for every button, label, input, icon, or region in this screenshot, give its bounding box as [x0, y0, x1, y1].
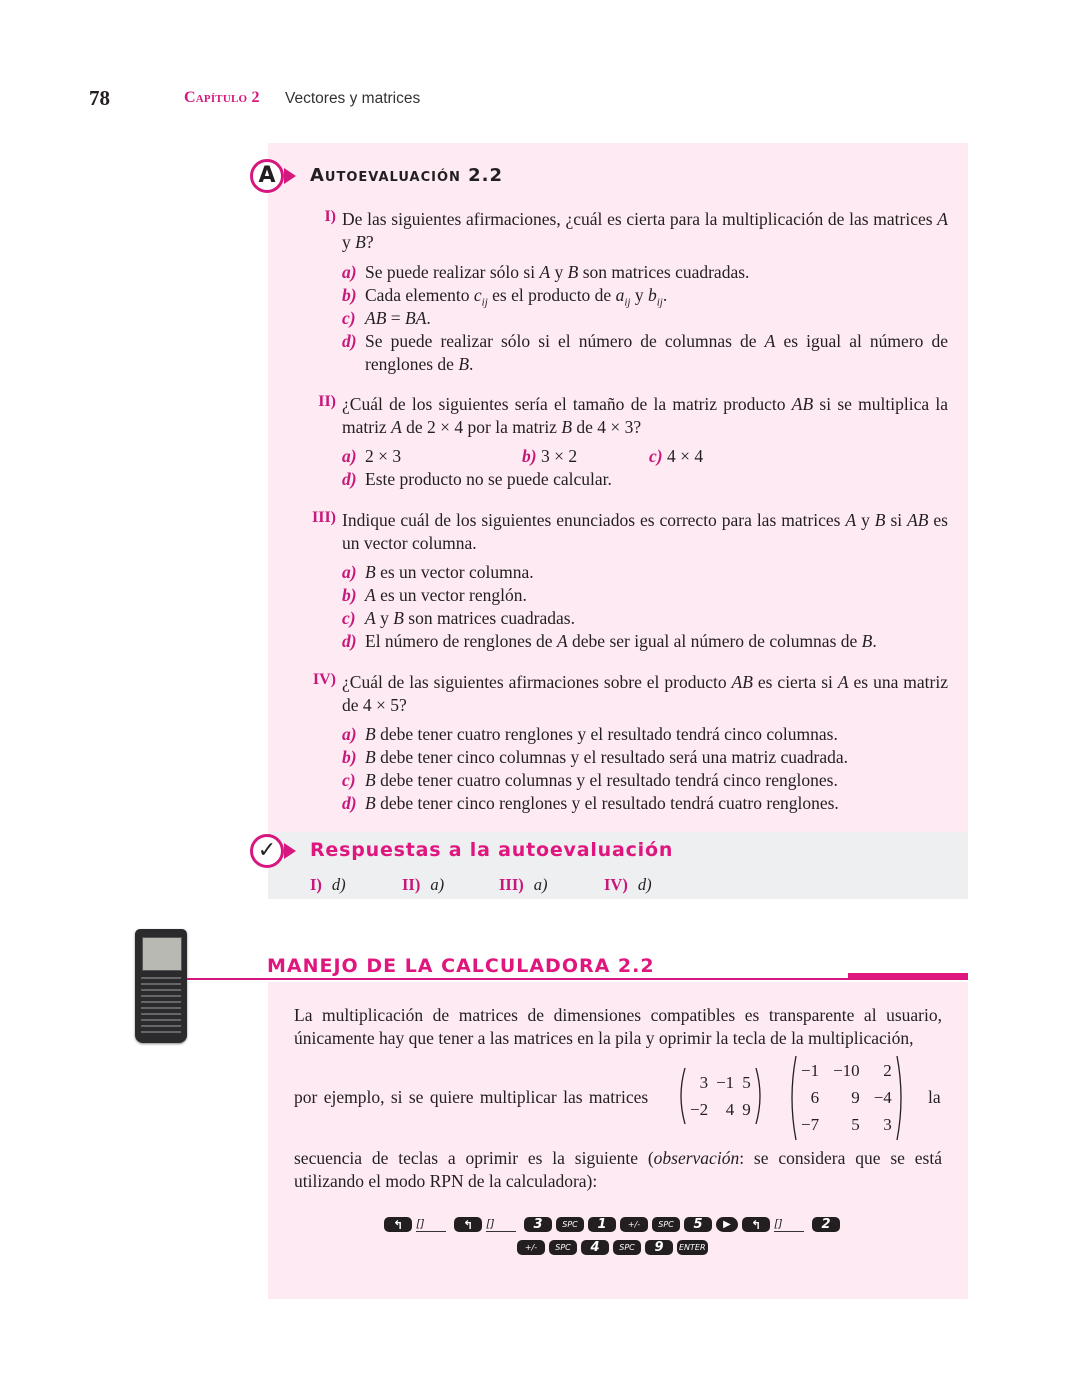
key-4: 4 [581, 1240, 609, 1255]
key-2: 2 [812, 1217, 840, 1232]
calculator-screen [142, 937, 182, 971]
option-a: a) B es un vector columna. [342, 562, 534, 582]
chapter-title: Vectores y matrices [285, 90, 421, 107]
matrix-a: 3 −1 5 −2 4 9 [676, 1067, 765, 1125]
option-a: a) B debe tener cuatro renglones y el resultado tendrá cinco columnas. [342, 724, 838, 744]
option-d: d) El número de renglones de A debe ser igual al número de columnas de B. [342, 631, 877, 651]
chapter-label: Capítulo 2 [184, 89, 260, 106]
key-plus-minus: +/- [517, 1240, 545, 1255]
key-sequence-row-2 [517, 1240, 708, 1255]
option-c: c) B debe tener cuatro columnas y el resultado tendrá cinco renglones. [342, 770, 838, 790]
answer-3: III) a) [499, 875, 548, 894]
option-d: d) B debe tener cinco renglones y el resultado tendrá cuatro renglones. [342, 793, 839, 813]
key-9: 9 [645, 1240, 673, 1255]
right-arrow-key: ▶ [716, 1217, 738, 1232]
option-c: c) 4 × 4 [649, 446, 704, 466]
option-b: b) 3 × 2 [522, 446, 578, 466]
self-test-badge [250, 159, 296, 193]
question-number: IV) [312, 671, 336, 688]
answer-1: I) d) [310, 875, 346, 894]
key-enter: ENTER [677, 1240, 708, 1255]
option-b: b) Cada elemento $c_{ij}$ es el producto de $a_{ij}$ y $b_{ij}$. [342, 285, 668, 309]
question-text: De las siguientes afirmaciones, ¿cuál es cierta para la multiplicación de las matrices A y B? [342, 209, 948, 252]
key-spc: SPC [556, 1217, 584, 1232]
section-rule-accent [848, 973, 968, 979]
self-test-title: Autoevaluación 2.2 [310, 165, 504, 186]
badge-pointer-icon [284, 168, 296, 184]
answers-title: Respuestas a la autoevaluación [310, 839, 674, 861]
brackets-label: [] [416, 1217, 446, 1232]
answers-badge [250, 834, 296, 868]
right-paren-icon [896, 1055, 906, 1141]
brackets-label: [] [486, 1217, 516, 1232]
matrix-b: −1 −10 2 6 9 −4 −7 5 3 [787, 1055, 906, 1141]
brackets-label: [] [774, 1217, 804, 1232]
key-3: 3 [524, 1217, 552, 1232]
calculator-paragraph-3: secuencia de teclas a oprimir es la siguiente (observación: se considera que se está utilizando el modo RPN de la calculadora): [294, 1148, 943, 1191]
left-paren-icon [676, 1067, 686, 1125]
key-spc: SPC [613, 1240, 641, 1255]
question-number: I) [324, 208, 336, 225]
calculator-paragraph-2-tail: la [928, 1087, 941, 1107]
key-5: 5 [684, 1217, 712, 1232]
left-shift-key: ↰ [454, 1217, 482, 1232]
answer-2: II) a) [402, 875, 445, 894]
a-badge-icon: A [250, 159, 284, 193]
option-a: a) Se puede realizar sólo si A y B son matrices cuadradas. [342, 262, 750, 282]
question-number: III) [311, 509, 336, 526]
calculator-image [135, 929, 187, 1043]
calculator-paragraph-2-lead: por ejemplo, si se quiere multiplicar las matrices [294, 1087, 649, 1107]
calculator-paragraph-1: La multiplicación de matrices de dimensiones compatibles es transparente al usuario, únicamente hay que tener a las matrices en la pila y oprimir la tecla de la multiplicación, [294, 1005, 942, 1048]
option-c: c) A y B son matrices cuadradas. [342, 608, 575, 628]
answer-4: IV) d) [604, 875, 652, 894]
checkmark-icon: ✓ [250, 834, 284, 868]
calculator-section-title: MANEJO DE LA CALCULADORA 2.2 [267, 955, 655, 977]
question-text: Indique cuál de los siguientes enunciados es correcto para las matrices A y B si AB es un vector columna. [342, 510, 948, 553]
left-shift-key: ↰ [742, 1217, 770, 1232]
right-paren-icon [755, 1067, 765, 1125]
question-text: ¿Cuál de las siguientes afirmaciones sobre el producto AB es cierta si A es una matriz de 4 × 5? [342, 672, 948, 715]
option-b: b) B debe tener cinco columnas y el resultado será una matriz cuadrada. [342, 747, 848, 767]
option-a: a) 2 × 3 [342, 446, 402, 466]
key-1: 1 [588, 1217, 616, 1232]
calculator-keypad [141, 975, 181, 1037]
left-shift-key: ↰ [384, 1217, 412, 1232]
option-d: d) Este producto no se puede calcular. [342, 469, 612, 489]
key-spc: SPC [652, 1217, 680, 1232]
question-text: ¿Cuál de los siguientes sería el tamaño de la matriz producto AB si se multiplica la matriz A de 2 × 4 por la matriz B de 4 × 3? [342, 394, 948, 437]
option-c: c) AB = BA. [342, 308, 431, 328]
option-d: d) Se puede realizar sólo si el número de columnas de A es igual al número de renglones de B. [342, 331, 948, 374]
key-plus-minus: +/- [620, 1217, 648, 1232]
question-number: II) [318, 393, 336, 410]
key-spc: SPC [549, 1240, 577, 1255]
page-number: 78 [89, 86, 110, 110]
left-paren-icon [787, 1055, 797, 1141]
badge-pointer-icon [284, 843, 296, 859]
key-sequence-row-1 [384, 1217, 840, 1232]
option-b: b) A es un vector renglón. [342, 585, 527, 605]
